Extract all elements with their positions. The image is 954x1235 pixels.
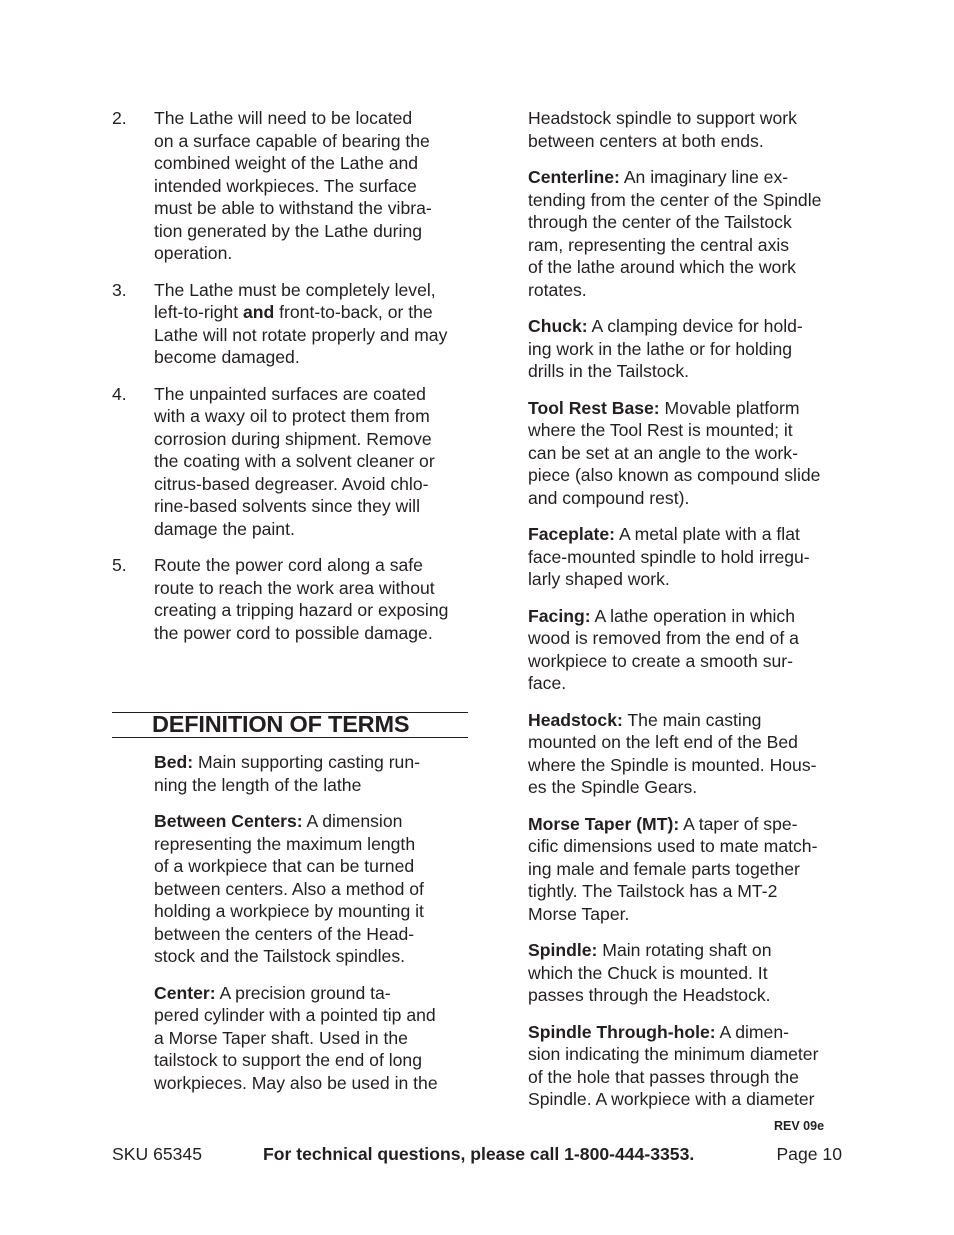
term-entry [154,751,474,796]
term-entry [528,605,846,695]
left-terms [154,751,474,1108]
term-entry [154,982,474,1095]
term-definition: A precision ground ta- pered cylinder with a pointed tip and a Morse Taper shaft. Used in the tailstock to support the end of long workpieces. May also be used in the [154,982,438,1093]
list-text-bold: and [242,302,275,322]
list-item [112,279,474,369]
page-footer [112,1142,842,1166]
term-definition: Headstock spindle to support work between centers at both ends. [528,108,797,151]
list-text-part: The Lathe must be completely level, left-to-right [154,279,436,322]
continuation-text [528,107,846,152]
list-text: The unpainted surfaces are coated with a waxy oil to protect them from corrosion during shipment. Remove the coating with a solvent cleaner or citrus-based degreaser. Avoid chlo- rine-based solvents since they will damage the paint. [154,383,435,539]
term-entry [528,166,846,301]
term-entry [528,315,846,383]
section-heading: DEFINITION OF TERMS [152,711,410,737]
list-text-part: front-to-back, or the Lathe will not rotate properly and may become damaged. [154,302,448,367]
term-definition: Movable platform where the Tool Rest is mounted; it can be set at an angle to the work- piece (also known as compound slide and compound rest). [528,397,821,508]
list-number: 5. [112,555,127,575]
list-number: 2. [112,108,127,128]
term-entry [528,813,846,926]
term-title: Spindle: [528,940,598,960]
term-title: Facing: [528,605,591,626]
section-heading-box [112,712,468,738]
revision-label: REV 09e [774,1119,825,1133]
right-column [528,107,846,1125]
term-entry [528,523,846,591]
term-definition: A lathe operation in which wood is removed from the end of a workpiece to create a smooth sur- face. [528,605,799,693]
list-text: Route the power cord along a safe route to reach the work area without creating a tripping hazard or exposing the power cord to possible damage. [154,555,449,643]
term-title: Center: [154,982,216,1003]
term-title: Headstock: [528,709,623,730]
term-entry [528,1021,846,1111]
term-entry [528,709,846,799]
term-definition: Main rotating shaft on which the Chuck is mounted. It passes through the Headstock. [528,940,772,1005]
term-definition: A dimension representing the maximum length of a workpiece that can be turned between centers. Also a method of holding a workpiece by mounting it between the centers of the Head- stock and the Tailstock spindles. [154,811,424,966]
term-title: Faceplate: [528,524,616,544]
list-text [154,279,474,369]
sku-label: SKU 65345 [112,1144,202,1164]
term-entry [528,397,846,510]
term-definition: A metal plate with a flat face-mounted spindle to hold irregu- larly shaped work. [528,524,810,589]
term-definition: A taper of spe- cific dimensions used to mate match- ing male and female parts together tightly. The Tailstock has a MT-2 Morse Taper. [528,813,818,924]
left-column [112,107,474,658]
term-definition: The main casting mounted on the left end of the Bed where the Spindle is mounted. Hous- es the Spindle Gears. [528,709,817,797]
term-title: Morse Taper (MT): [528,813,680,834]
term-title: Spindle Through-hole: [528,1021,716,1042]
list-item [112,107,474,265]
list-number: 4. [112,383,127,404]
list-item [112,554,474,644]
term-title: Centerline: [528,167,620,187]
term-definition: A dimen- sion indicating the minimum diameter of the hole that passes through the Spindle. A workpiece with a diameter [528,1021,819,1109]
term-definition: An imaginary line ex- tending from the center of the Spindle through the center of the Tailstock ram, representing the central axis of the lathe around which the work rotates. [528,167,822,300]
list-number: 3. [112,279,127,300]
term-title: Between Centers: [154,811,303,831]
term-title: Bed: [154,752,194,772]
list-text: The Lathe will need to be located on a surface capable of bearing the combined weight of the Lathe and intended workpieces. The surface must be able to withstand the vibra- tion generated by the Lathe during operation. [154,108,432,263]
list-item [112,383,474,541]
term-definition: A clamping device for hold- ing work in the lathe or for holding drills in the Tailstock. [528,316,803,381]
term-entry [154,810,474,968]
page-number: Page 10 [776,1144,842,1164]
tech-support-text: For technical questions, please call 1-800-444-3353. [263,1144,695,1164]
term-definition: Main supporting casting run- ning the length of the lathe [154,752,420,795]
term-entry [528,939,846,1007]
term-title: Tool Rest Base: [528,397,660,418]
term-title: Chuck: [528,316,588,336]
